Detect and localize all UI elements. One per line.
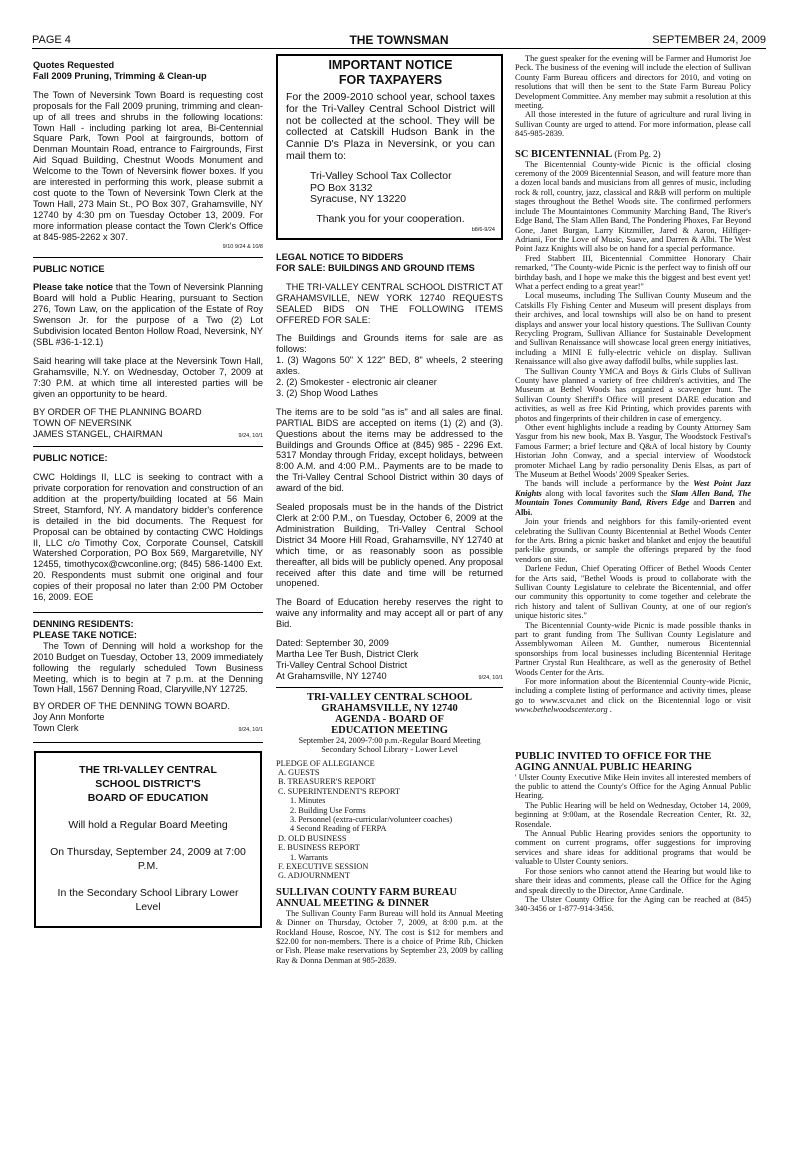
article-paragraph: ' Ulster County Executive Mike Hein invites all interested members of the public to attend the County's Office for the Aging Annual Public Hearing. [515,772,751,801]
page-number: PAGE 4 [32,34,71,46]
agenda-item: 2. Building Use Forms [290,805,366,815]
sale-item: 2. (2) Smokester - electronic air cleaner [276,377,437,388]
article-continuation: (From Pg. 2) [612,148,661,159]
article-title: SC BICENTENNIAL [515,148,613,160]
notice-text: that the Town of Neversink Planning Board will hold a Public Hearing, pursuant to Section 276, Town Law, on the application of the Estate of Roy Swenson Jr. for the purpose of a Two (2) Lot Subdivision located Benton Hollow Road, Neversink, NY (SBL #36-1-12.1) [33,282,263,347]
text-run: and [734,498,751,508]
signature-line: Tri-Valley Central School District [276,659,408,670]
notice-body: The Town of Neversink Town Board is requesting cost proposals for the Fall 2009 pruning, trimming and clean-up of all trees and shrubs in the following locations: Town Hall - including parking lot area, Bi-Centennial Square Park, Town Pool at fairgrounds, bottom of Denman Mountain Road, entrance to Fairgrounds, First Aid Squad Building, Chestnut Woods Monument and Welcome to the Town of Neversink flower boxes. If you are interested in performing this work, please submit a cost quote to the Town of Neversink Town Clerk at the Town Hall, 273 Main St., PO Box 307, Grahamsville, NY 12740 by 4:30 pm on Tuesday October 13, 2009. For more information please contact the Town Clerk's Office at 845-985-2262 x 307. [33,89,263,242]
farm-bureau-continued: The guest speaker for the evening will be Farmer and Humorist Joe Peck. The business of the evening will include the election of Sullivan County Farm Bureau officers and directors for 2010, and voting on resolutions that will then be sent to the State Farm Bureau Policy Development Committee. Any member may submit a resolution at this meeting. [515,54,751,111]
run-dates: 9/10 9/24 & 10/8 [222,243,263,250]
agenda-item: 3. Personnel (extra-curricular/volunteer coaches) [290,814,453,824]
agenda-item: D. OLD BUSINESS [278,833,347,843]
run-dates: 9/24, 10/1 [238,727,263,734]
article-paragraph: The Ulster County Office for the Aging can be reached at (845) 340-3456 or 1-877-914-3456. [515,894,751,914]
items-intro: The Buildings and Grounds items for sale are as follows: [276,333,503,355]
divider [33,446,263,447]
public-notice-cwc [33,453,263,603]
signature-row [33,723,263,734]
article-title: AGING ANNUAL PUBLIC HEARING [515,761,693,773]
box-thanks: Thank you for your cooperation. [316,213,465,226]
article-title: PUBLIC INVITED TO OFFICE FOR THE [515,750,712,762]
text-run-emphasis: Slam Allen Band, The Mountain Tones Community Band, Rivers Edge [515,488,751,508]
mailing-address [286,171,495,206]
notice-body [33,282,263,347]
divider [276,687,503,688]
agenda-title: AGENDA - BOARD OF [335,713,444,725]
website-link[interactable]: www.bethelwoodscenter.org [515,705,608,715]
notice-heading: DENNING RESIDENTS: [33,618,134,629]
agenda-item: C. SUPERINTENDENT'S REPORT [278,786,401,796]
quotes-requested-notice [33,60,263,251]
box-body: For the 2009-2010 school year, school taxes for the Tri-Valley Central School District will not be collected at the school. They will be collected at Catskill Hudson Bank in the Cannie D's Plaza in Neversink, or you can mail them to: [286,91,495,162]
farm-bureau-continued: All those interested in the future of agriculture and rural living in Sullivan County are urged to attend. For more information, please call 845-985-2839. [515,110,751,139]
notice-subheading: FOR SALE: BUILDINGS AND GROUND ITEMS [276,262,475,273]
notice-subheading: Fall 2009 Pruning, Trimming & Clean-up [33,70,207,81]
signature-line: JAMES STANGEL, CHAIRMAN [33,429,163,440]
signature-line: TOWN OF NEVERSINK [33,418,132,429]
signature-line: Martha Lee Ter Bush, District Clerk [276,648,419,659]
article-heading [515,149,751,160]
taxpayer-notice-box [276,54,503,240]
sale-item: 1. (3) Wagons 50" X 122" BED, 8" wheels, 2 steering axles. [276,355,503,377]
text-run-bold: Albi. [515,507,533,517]
article-paragraph: The Bicentennial County-wide Picnic is the official closing ceremony of the 2009 Bicentennial Season, and will feature more than a dozen local bands and musicians from all genres of music, including rock & roll, country, jazz, classical and R&B will perform on multiple stages throughout the Bethel Woods site. The confirmed performers include The Mountaintones Community Marching Band, The River's Edge Band, The Slam Allen Band, The Pondering Phoxes, Far Beyond Gone, Janet Burgan, Larry Kitzmiller, Jared & Aaron, Hilfiger-Adriani, For the Love of Music, Suave, and Darren & Albi. The West Point Jazz Knights will also be on hand for a special performance. [515,159,751,254]
issue-date: SEPTEMBER 24, 2009 [652,34,766,46]
agenda-subtitle: September 24, 2009-7:00 p.m.-Regular Board Meeting [298,735,481,745]
agenda-item: A. GUESTS [278,767,320,777]
denning-notice [33,619,263,734]
agenda-item: B. TREASURER'S REPORT [278,777,376,787]
notice-heading: PUBLIC NOTICE: [33,453,108,464]
article-paragraph: The Bicentennial County-wide Picnic is made possible thanks in part to grant funding from The Sullivan County Legislature and Assemblywoman Aileen M. Gunther, numerous Bicentennial sponsorships from local businesses including Bicentennial Heritage Partner Crystal Run Healthcare, as well as the generosity of Bethel Woods Center for the Arts. [515,620,751,677]
divider [33,612,263,613]
agenda-item: 1. Warrants [290,852,328,862]
text-run-bold: Darren [709,498,735,508]
agenda-item: E. BUSINESS REPORT [278,843,360,853]
agenda-header [276,692,503,755]
notice-heading: SULLIVAN COUNTY FARM BUREAU [276,886,457,898]
notice-subheading: PLEASE TAKE NOTICE: [33,629,137,640]
article-paragraph: Darlene Fedun, Chief Operating Officer of Bethel Woods Center for the Arts said, "Bethel Woods is proud to collaborate with the Sullivan County Legislature to celebrate the Bicentennial, and offer our community this opportunity to come together and celebrate the rich history and talent of Sullivan County, at one of our region's unique historic sites." [515,564,751,621]
column-1 [33,60,263,928]
page-header [32,33,766,49]
signature-row [33,429,263,440]
column-3 [515,54,751,914]
agenda-title: GRAHAMSVILLE, NY 12740 [321,702,458,714]
agenda-subtitle: Secondary School Library - Lower Level [321,745,458,755]
signature-line: At Grahamsville, NY 12740 [276,670,387,681]
notice-body: The Town of Denning will hold a workshop for the 2010 Budget on Tuesday, October 13, 2009 immediately following the regularly scheduled Town Business Meeting, which is to begin at 7 p.m. at the Denning Town Hall, 1567 Denning Road, Claryville,NY 12725. [33,640,263,695]
board-agenda [276,692,503,881]
aging-hearing-article [515,751,751,914]
text-run: and [689,498,710,508]
notice-lead: Please take notice [33,282,114,293]
notice-body: CWC Holdings II, LLC is seeking to contract with a private corporation for renovation and construction of an addition at the property/building located at 56 Main Street, Stamford, NY. A mandatory bidder's conference is detailed in the bid documents. The Request for Proposal can be obtained by contacting CWC Holdings II, LLC c/o Timothy Cox, Corporate Counsel, Catskill Watershed Corporation, PO Box 569, Margaretville, NY 12455, timothycox@cwconline.org; (845) 586-1400 Ext. 20. Respondents must submit one original and four copies of their proposal no later than 2:00 PM October 16, 2009. EOE [33,472,263,603]
signature-line: Joy Ann Monforte [33,712,105,723]
column-2 [276,54,503,965]
divider [33,742,263,743]
notice-heading: Quotes Requested [33,60,115,70]
article-paragraph: The Sullivan County YMCA and Boys & Girls Clubs of Sullivan County have planned a variety of free children's activities, and The Museum at Bethel Woods has organized a scavenger hunt. The Sullivan County Sheriff's Office will present DARE education and activities, as well as free Kid Printing, which provides parents with photos and fingerprints of their children in case of emergency. [515,366,751,423]
article-paragraph: The Public Hearing will be held on Wednesday, October 14, 2009, beginning at 9:00am, at the Rosendale Recreation Center, Rt. 32, Rosendale. [515,800,751,829]
agenda-item: G. ADJOURNMENT [278,871,350,881]
agenda-item: F. EXECUTIVE SESSION [278,861,369,871]
notice-body-2: Said hearing will take place at the Neversink Town Hall, Grahamsville, N.Y. on Wednesday, October 7, 2009 at 7:30 P.M. at which time all interested parties will be given an opportunity to be heard. [33,355,263,399]
article-paragraph: Join your friends and neighbors for this family-oriented event celebrating the Sullivan County Bicentennial at Bethel Woods Center for the Arts. Bring a picnic basket and blanket and enjoy the beautiful park-like grounds, or sample the offerings prepared by the food vendors on site. [515,517,751,564]
box-line: On Thursday, September 24, 2009 at 7:00 P.M. [50,846,246,873]
text-run-emphasis: West Point Jazz Knights [515,479,752,498]
box-title: FOR TAXPAYERS [338,73,443,87]
notice-body: The Sullivan County Farm Bureau will hold its Annual Meeting & Dinner on Thursday, October 7, 2009, at 8:00 p.m. at the Rockland House, Roscoe, NY. The cost is $12 for members and $22.00 for non-members. There is a choice of Prime Rib, Chicken or Fish. Please make reservations by September 23, 2009 by calling Ray & Donna Denman at 985-2839. [276,908,503,965]
signature-line: Town Clerk [33,723,79,734]
newspaper-title: THE TOWNSMAN [349,33,449,47]
board-of-education-box [34,751,262,928]
article-paragraph: For those seniors who cannot attend the Hearing but would like to share their ideas and comments, please call the Office for the Aging and speak directly to the Director, Anne Cardinale. [515,866,751,895]
agenda-item: PLEDGE OF ALLEGIANCE [276,758,375,768]
notice-body: Sealed proposals must be in the hands of the District Clerk at 2:00 P.M., on Tuesday, October 6, 2009 at the Administration Building, Tri-Valley Central School District 34 Moore Hill Road, Grahamsville, NY 12740 at which time, or as reasonably soon as possible thereafter, all bids will be publicly opened. Any proposal received after this date and time will be returned unopened. [276,502,503,589]
agenda-title: TRI-VALLEY CENTRAL SCHOOL [306,691,473,703]
box-title: BOARD OF EDUCATION [87,792,209,805]
signature-line: BY ORDER OF THE PLANNING BOARD [33,407,202,418]
agenda-title: EDUCATION MEETING [331,724,448,736]
notice-heading: LEGAL NOTICE TO BIDDERS [276,251,404,262]
agenda-list [276,759,503,881]
notice-heading: PUBLIC NOTICE [33,263,105,274]
address-line: Syracuse, NY 13220 [310,193,407,206]
text-run: . [607,705,612,715]
divider [33,257,263,258]
signature-row [276,671,503,682]
box-title: THE TRI-VALLEY CENTRAL [79,764,217,777]
article-paragraph: Fred Stabbert III, Bicentennial Committee Honorary Chair remarked, "The County-wide Picnic is the perfect way to finish off our birthday bash, and I hope we make this the biggest and best event yet! What a perfect ending to a great year!" [515,253,751,291]
box-line: In the Secondary School Library Lower Level [57,887,239,914]
text-run: along with local favorites such the [541,488,671,498]
notice-intro: THE TRI-VALLEY CENTRAL SCHOOL DISTRICT AT GRAHAMSVILLE, NEW YORK 12740 REQUESTS SEALED BIDS ON THE FOLLOWING ITEMS OFFERED FOR SALE: [276,281,503,325]
run-dates: 9/24, 10/1 [478,674,503,681]
signature-line: BY ORDER OF THE DENNING TOWN BOARD. [33,701,230,712]
dated-line: Dated: September 30, 2009 [276,638,389,649]
agenda-item: 1. Minutes [290,796,326,806]
run-dates: 9/24, 10/1 [238,433,263,440]
sale-item: 3. (2) Shop Wood Lathes [276,387,378,398]
sc-bicentennial-article [515,149,751,715]
notice-body: The Board of Education hereby reserves the right to waive any informality and may accept all or part of any Bid. [276,597,503,630]
text-run: The bands will include a performance by the [525,479,694,489]
address-line: PO Box 3132 [310,181,373,194]
box-line: Will hold a Regular Board Meeting [68,819,228,832]
article-paragraph: Other event highlights include a reading by County Attorney Sam Yasgur from his new book, Max B. Yasgur, The Woodstock Festival's Famous Farmer; a brief lecture and Q&A of local history by County Historian John Conway, and a special interview of Woodstock promoter Michael Lang by radio personality Denis Elsas, as part of The Museum at Bethel Woods' 2009 Speaker Series. [515,423,751,480]
address-line: Tri-Valley School Tax Collector [310,169,452,182]
text-run: For more information about the Bicentennial County-wide Picnic, including a complete listing of performance and activity times, please go to www.scva.net and click on the Bicentennial logo or visit [515,677,751,705]
agenda-item: 4 Second Reading of FERPA [290,824,387,834]
run-dates: b8/6-9/24 [471,226,495,233]
farm-bureau-notice [276,887,503,965]
article-paragraph: The Annual Public Hearing provides seniors the opportunity to comment on current programs, offer suggestions for improving services and share ideas for additional programs that would be valuable to Ulster County seniors. [515,829,751,867]
article-paragraph: Local museums, including The Sullivan County Museum and the Catskills Fly Fishing Center and Museum will present displays from their archives, and local townships will also be on hand to present displays and answer your local history questions. The Sullivan County Recycling Program, Sullivan Alliance for Sustainable Development and Sullivan Renaissance will showcase local green energy initiatives, including a MINI E fully-electric vehicle on display. Sullivan Renaissance will also give away daffodil bulbs, while supplies last. [515,291,751,367]
article-paragraph [515,677,751,715]
public-notice-planning [33,264,263,441]
notice-body: The items are to be sold "as is" and all sales are final. PARTIAL BIDS are accepted on items (1) (2) and (3). Questions about the items may be addressed to the Buildings and Grounds Office at (845) 985 - 2296 Ext. 5317 Monday through Friday, except holidays, between 8:00 A.M. and 4:00 P.M.. Payments are to be made to the Tri-Valley Central School District within 30 days of award of the bid. [276,406,503,494]
article-paragraph [515,479,751,517]
box-title: SCHOOL DISTRICT'S [95,778,201,791]
box-title: IMPORTANT NOTICE [328,58,453,72]
notice-heading: ANNUAL MEETING & DINNER [276,897,430,909]
legal-notice-bidders [276,252,503,682]
